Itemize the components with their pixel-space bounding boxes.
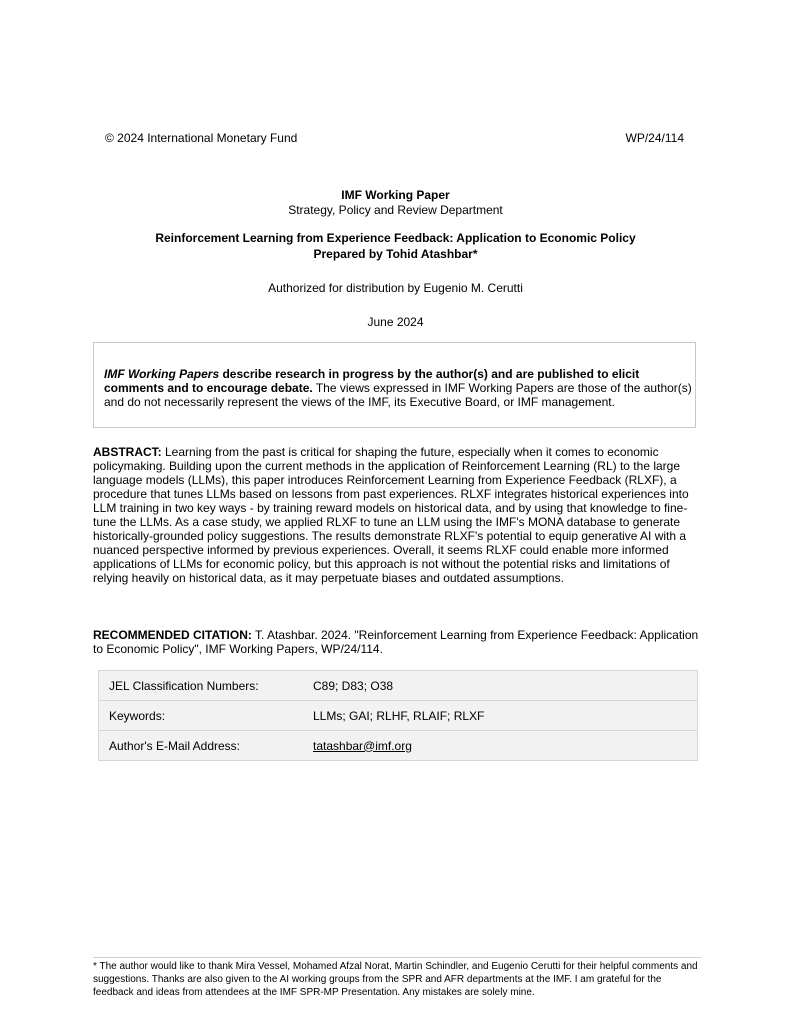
table-row xyxy=(99,701,698,731)
disclaimer-text xyxy=(104,367,694,409)
paper-title: Reinforcement Learning from Experience Feedback: Application to Economic Policy xyxy=(155,231,636,245)
disclaimer-italic-lead: IMF Working Papers xyxy=(104,367,220,381)
working-paper-number: WP/24/114 xyxy=(625,131,684,145)
keywords-value: LLMs; GAI; RLHF, RLAIF; RLXF xyxy=(313,701,698,731)
disclaimer-plain-text: The views expressed in IMF Working Papers are those of the author(s) and do not necessarily represent the views of the IMF, its Executive Board, or IMF management. xyxy=(104,381,692,409)
jel-label: JEL Classification Numbers: xyxy=(99,671,314,701)
citation-label: RECOMMENDED CITATION: xyxy=(93,628,252,642)
footnote-text: * The author would like to thank Mira Vessel, Mohamed Afzal Norat, Martin Schindler, and Eugenio Cerutti for their helpful comments and suggestions. Thanks are also given to the AI working groups from the SPR and AFR departments at the IMF. I am grateful for the feedback and ideas from attendees at the IMF SPR-MP Presentation. Any mistakes are solely mine. xyxy=(93,961,698,998)
department-name: Strategy, Policy and Review Department xyxy=(288,203,503,217)
author-line: Prepared by Tohid Atashbar* xyxy=(313,247,478,261)
series-title: IMF Working Paper xyxy=(341,188,450,202)
table-row xyxy=(99,731,698,761)
recommended-citation xyxy=(93,628,701,656)
copyright-notice: © 2024 International Monetary Fund xyxy=(105,131,298,145)
authorization-line: Authorized for distribution by Eugenio M. Cerutti xyxy=(268,281,523,295)
disclaimer-bold-text: describe research in progress by the author(s) and are published to elicit comments and to encourage debate. xyxy=(104,367,640,395)
keywords-label: Keywords: xyxy=(99,701,314,731)
abstract-paragraph xyxy=(93,445,701,585)
abstract-label: ABSTRACT: xyxy=(93,445,162,459)
table-row xyxy=(99,671,698,701)
abstract-text: Learning from the past is critical for shaping the future, especially when it comes to economic policymaking. Building upon the current methods in the application of Reinforcement Learning (RL) to the large language models (LLMs), this paper introduces Reinforcement Learning from Experience Feedback (RLXF), a procedure that tunes LLMs based on lessons from past experiences. RLXF integrates historical experiences into LLM training in two key ways - by training reward models on historical data, and by using that knowledge to fine-tune the LLMs. As a case study, we applied RLXF to tune an LLM using the IMF's MONA database to generate historically-grounded policy suggestions. The results demonstrate RLXF's potential to equip generative AI with a nuanced perspective informed by previous experiences. Overall, it seems RLXF could enable more informed applications of LLMs for economic policy, but this approach is not without the potential risks and limitations of relying heavily on historical data, as it may perpetuate biases and outdated assumptions. xyxy=(93,445,689,585)
metadata-table xyxy=(98,670,698,761)
citation-text: T. Atashbar. 2024. "Reinforcement Learning from Experience Feedback: Application to Economic Policy", IMF Working Papers, WP/24/114. xyxy=(93,628,699,656)
footnote-divider xyxy=(93,957,701,958)
publication-date: June 2024 xyxy=(367,315,424,329)
email-cell xyxy=(313,731,698,761)
author-email-link[interactable]: tatashbar@imf.org xyxy=(313,738,412,753)
jel-value: C89; D83; O38 xyxy=(313,671,698,701)
email-label: Author's E-Mail Address: xyxy=(99,731,314,761)
